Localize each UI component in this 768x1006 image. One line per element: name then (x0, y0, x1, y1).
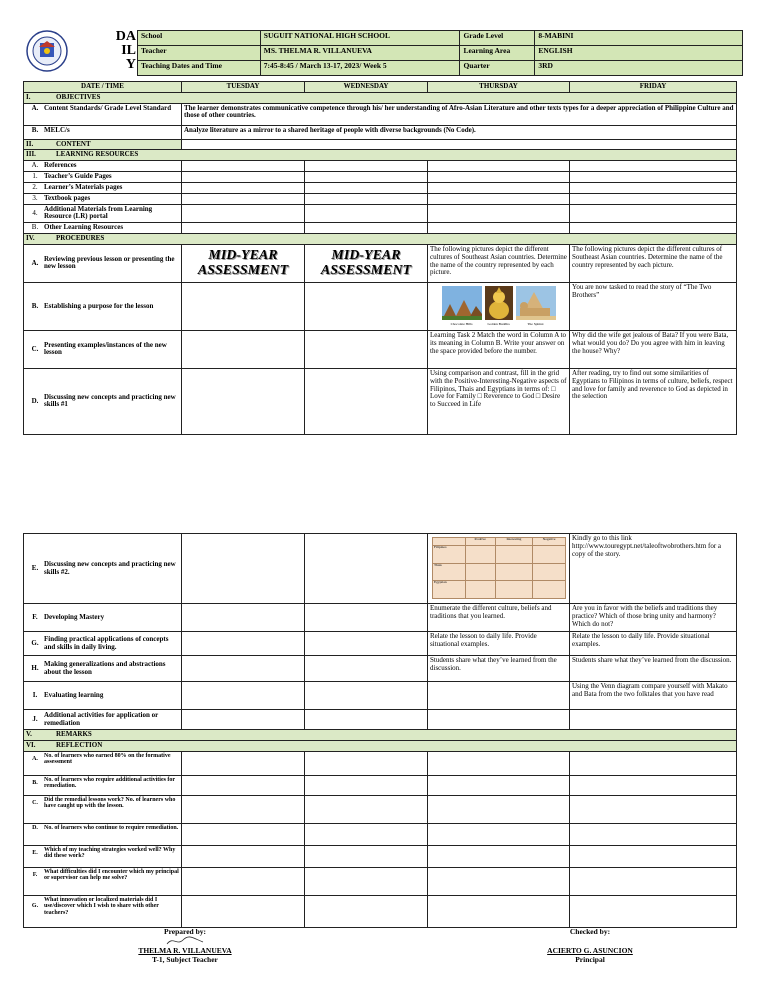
row-label: Presenting examples/instances of the new lesson (44, 340, 167, 357)
section-num: II. (26, 139, 34, 148)
row-label: Did the remedial lessons work? No. of learners who have caught up with the lesson. (44, 796, 176, 810)
reflection-row (24, 845, 182, 867)
checked-by-role: Principal (575, 955, 605, 964)
row-letter: F. (32, 872, 38, 879)
grade-level-label: Grade Level (460, 31, 535, 46)
procedure-i-thursday (428, 682, 570, 710)
section-title: LEARNING RESOURCES (56, 150, 139, 159)
row-letter: J. (32, 714, 38, 723)
row-label: Evaluating learning (44, 690, 104, 699)
row-label: Content Standards/ Grade Level Standard (44, 103, 172, 112)
section-num: VI. (26, 740, 36, 749)
picture-caption: Golden Buddha (487, 321, 510, 326)
row-letter: C. (31, 344, 39, 353)
reflection-row (24, 751, 182, 775)
dll-title (110, 30, 136, 72)
dll-letter-d: DA (115, 29, 136, 44)
school-label: School (138, 31, 261, 46)
section-num: IV. (26, 234, 35, 243)
handwritten-signature (165, 936, 205, 946)
row-label: Reviewing previous lesson or presenting the new lesson (44, 254, 175, 271)
row-label: Additional activities for application or remediation (44, 710, 159, 727)
procedure-c-thursday: Learning Task 2 Match the word in Column A to its meaning in Column B. Write your answer on the space provided before the number. (428, 330, 570, 368)
row-letter: H. (31, 663, 39, 672)
dates-label: Teaching Dates and Time (138, 61, 261, 76)
pin-grid-row: Egyptian (433, 581, 466, 599)
content-standards-text: The learner demonstrates communicative competence through his/ her understanding of Afro-Asian Literature and other texts types for a deeper appreciation of Philippine Culture and those of other countries. (182, 103, 737, 125)
row-label: Finding practical applications of concepts and skills in daily living. (44, 634, 169, 651)
col-date-time: DATE / TIME (24, 82, 182, 93)
procedure-f-label (24, 604, 182, 632)
prepared-by-name: THELMA R. VILLANUEVA (138, 946, 232, 955)
section-remarks (24, 730, 737, 741)
procedure-j-label (24, 710, 182, 730)
row-letter: 2. (32, 182, 38, 191)
row-label: MELC/s (44, 125, 70, 134)
row-letter: E. (31, 563, 39, 572)
row-label: What innovation or localized materials did I use/discover which I wish to share with other teachers? (44, 896, 159, 917)
section-title: CONTENT (56, 139, 91, 148)
procedure-c-friday: Why did the wife get jealous of Bata? If you were Bata, what would you do? Do you agree with him in leaving the house? Why? (570, 330, 737, 368)
row-letter: B. (31, 301, 39, 310)
wednesday-mid-year: MID-YEAR ASSESSMENT (305, 244, 428, 282)
row-label: Additional Materials from Learning Resource (LR) portal (44, 204, 153, 221)
resource-row (24, 193, 182, 204)
procedure-b-friday: You are now tasked to read the story of “The Two Brothers” (570, 282, 737, 330)
row-letter: A. (31, 258, 39, 267)
quarter-label: Quarter (460, 61, 535, 76)
row-letter: 1. (32, 172, 38, 181)
procedure-h-label (24, 656, 182, 682)
learning-area-value: ENGLISH (535, 46, 743, 61)
checked-by-block (515, 927, 665, 964)
row-letter: B. (31, 223, 39, 232)
row-label: References (44, 161, 77, 170)
section-title: REMARKS (56, 730, 92, 738)
row-letter: G. (31, 638, 39, 647)
procedure-d-label (24, 368, 182, 434)
row-label: What difficulties did I encounter which my principal or supervisor can help me solve? (44, 868, 179, 882)
row-letter: 3. (32, 193, 38, 202)
procedure-d-thursday: Using comparison and contrast, fill in the grid with the Positive-Interesting-Negative aspects of Filipinos, Thais and Egyptians in terms of: □ Love for Family □ Reverence to God □ Desire to Succeed in Life (428, 368, 570, 434)
row-label: No. of learners who earned 80% on the formative assessment (44, 752, 171, 766)
melcs-text: Analyze literature as a mirror to a shared heritage of people with diverse backgrounds (No Code). (182, 125, 737, 139)
reflection-row (24, 823, 182, 845)
section-title: PROCEDURES (56, 234, 105, 243)
prepared-by-label: Prepared by: (163, 927, 206, 936)
learning-area-label: Learning Area (460, 46, 535, 61)
row-letter: D. (31, 396, 39, 405)
section-learning-resources (24, 150, 737, 161)
row-label: No. of learners who continue to require remediation. (44, 824, 179, 831)
procedure-g-label (24, 632, 182, 656)
procedure-c-label (24, 330, 182, 368)
resource-row (24, 182, 182, 193)
procedure-i-label (24, 682, 182, 710)
reflection-row (24, 867, 182, 895)
row-letter: A. (32, 756, 38, 763)
procedure-h-thursday: Students share what they’ve learned from the discussion. (428, 656, 570, 682)
row-label: Other Learning Resources (44, 223, 124, 232)
section-title: REFLECTION (56, 740, 103, 749)
sphinx-picture (516, 286, 556, 320)
content-standards-label (24, 103, 182, 125)
pin-grid (432, 537, 566, 599)
picture-caption: The Sphinx (527, 321, 544, 326)
procedure-d-friday: After reading, try to find out some similarities of Egyptians to Filipinos in terms of culture, beliefs, respect and love for family and reverence to God as depicted in the selection (570, 368, 737, 434)
resource-row (24, 204, 182, 223)
section-procedures (24, 234, 737, 245)
grade-level-value: 8-MABINI (535, 31, 743, 46)
row-label: Learner’s Materials pages (44, 182, 123, 191)
reflection-row (24, 795, 182, 823)
row-label: Teacher’s Guide Pages (44, 172, 112, 181)
prepared-by-role: T-1, Subject Teacher (152, 955, 218, 964)
reflection-row (24, 895, 182, 927)
procedure-a-thursday: The following pictures depict the different cultures of Southeast Asian countries. Determine the name of the country represented by each picture. (428, 244, 570, 282)
checked-by-label: Checked by: (569, 927, 611, 936)
picture-caption: Chocolate Hills (450, 321, 473, 326)
procedure-a-label (24, 244, 182, 282)
procedure-e-thursday (428, 534, 570, 604)
section-objectives (24, 92, 737, 103)
prepared-by-block (110, 927, 260, 964)
procedure-e-friday: Kindly go to this link http://www.touregypt.net/taleoftwobrothers.htm for a copy of the story. (570, 534, 737, 604)
melcs-label (24, 125, 182, 139)
row-letter: A. (31, 103, 39, 112)
resource-row (24, 223, 182, 234)
row-label: Textbook pages (44, 193, 91, 202)
procedure-i-friday: Using the Venn diagram compare yourself with Makato and Bata from the two folktales that you have read (570, 682, 737, 710)
golden-buddha-picture (485, 286, 513, 320)
row-letter: C. (32, 800, 38, 807)
row-label: Discussing new concepts and practicing new skills #1 (44, 392, 176, 409)
school-value: SUGUIT NATIONAL HIGH SCHOOL (260, 31, 460, 46)
lesson-plan-table-part1 (23, 81, 737, 435)
row-letter: 4. (32, 208, 38, 217)
section-reflection (24, 740, 737, 751)
procedure-e-label (24, 534, 182, 604)
procedure-g-thursday: Relate the lesson to daily life. Provide situational examples. (428, 632, 570, 656)
culture-pictures (430, 284, 567, 327)
procedure-g-friday: Relate the lesson to daily life. Provide situational examples. (570, 632, 737, 656)
resource-row (24, 172, 182, 183)
section-title: OBJECTIVES (56, 92, 101, 101)
col-tuesday: TUESDAY (182, 82, 305, 93)
row-label: Establishing a purpose for the lesson (44, 301, 154, 310)
procedure-b-thursday (428, 282, 570, 330)
row-letter: B. (31, 125, 39, 134)
col-friday: FRIDAY (570, 82, 737, 93)
content-cell (182, 139, 737, 150)
col-wednesday: WEDNESDAY (305, 82, 428, 93)
row-letter: D. (32, 824, 38, 831)
section-num: III. (26, 150, 36, 159)
row-letter: I. (32, 690, 38, 699)
reflection-row (24, 775, 182, 795)
chocolate-hills-picture (442, 286, 482, 320)
row-label: Developing Mastery (44, 612, 105, 621)
quarter-value: 3RD (535, 61, 743, 76)
deped-seal-logo (26, 30, 68, 72)
header-info-table (137, 30, 743, 76)
pin-grid-row: Thais (433, 563, 466, 581)
row-letter: B. (32, 780, 38, 787)
row-label: Which of my teaching strategies worked well? Why did these work? (44, 846, 176, 860)
row-letter: F. (32, 612, 38, 621)
teacher-value: MS. THELMA R. VILLANUEVA (260, 46, 460, 61)
teacher-label: Teacher (138, 46, 261, 61)
tuesday-mid-year: MID-YEAR ASSESSMENT (182, 244, 305, 282)
pin-grid-col: Negative (533, 538, 566, 546)
procedure-h-friday: Students share what they’ve learned from the discussion. (570, 656, 737, 682)
section-content (24, 139, 182, 150)
dll-letter-y: Y (125, 57, 136, 72)
row-label: Making generalizations and abstractions about the lesson (44, 659, 166, 676)
row-letter: A. (31, 161, 39, 170)
lesson-plan-table-part2 (23, 533, 737, 928)
resource-row (24, 161, 182, 172)
procedure-f-friday: Are you in favor with the beliefs and traditions they practice? Which of those bring unity and harmony? Which do not? (570, 604, 737, 632)
row-label: Discussing new concepts and practicing new skills #2. (44, 559, 176, 576)
pin-grid-col: Interesting (495, 538, 533, 546)
pin-grid-col: Positive (465, 538, 495, 546)
section-num: V. (26, 730, 32, 738)
row-letter: E. (32, 850, 38, 857)
checked-by-name: ACIERTO G. ASUNCION (547, 946, 633, 955)
row-letter: G. (31, 903, 39, 910)
procedure-b-label (24, 282, 182, 330)
pin-grid-row: Filipinos (433, 546, 466, 564)
col-thursday: THURSDAY (428, 82, 570, 93)
row-label: No. of learners who require additional activities for remediation. (44, 776, 175, 790)
dates-value: 7:45-8:45 / March 13-17, 2023/ Week 5 (260, 61, 460, 76)
procedure-a-friday: The following pictures depict the different cultures of Southeast Asian countries. Determine the name of the country represented by each picture. (570, 244, 737, 282)
procedure-f-thursday: Enumerate the different culture, beliefs and traditions that you learned. (428, 604, 570, 632)
dll-letter-l: IL (121, 43, 136, 58)
section-num: I. (26, 92, 31, 101)
